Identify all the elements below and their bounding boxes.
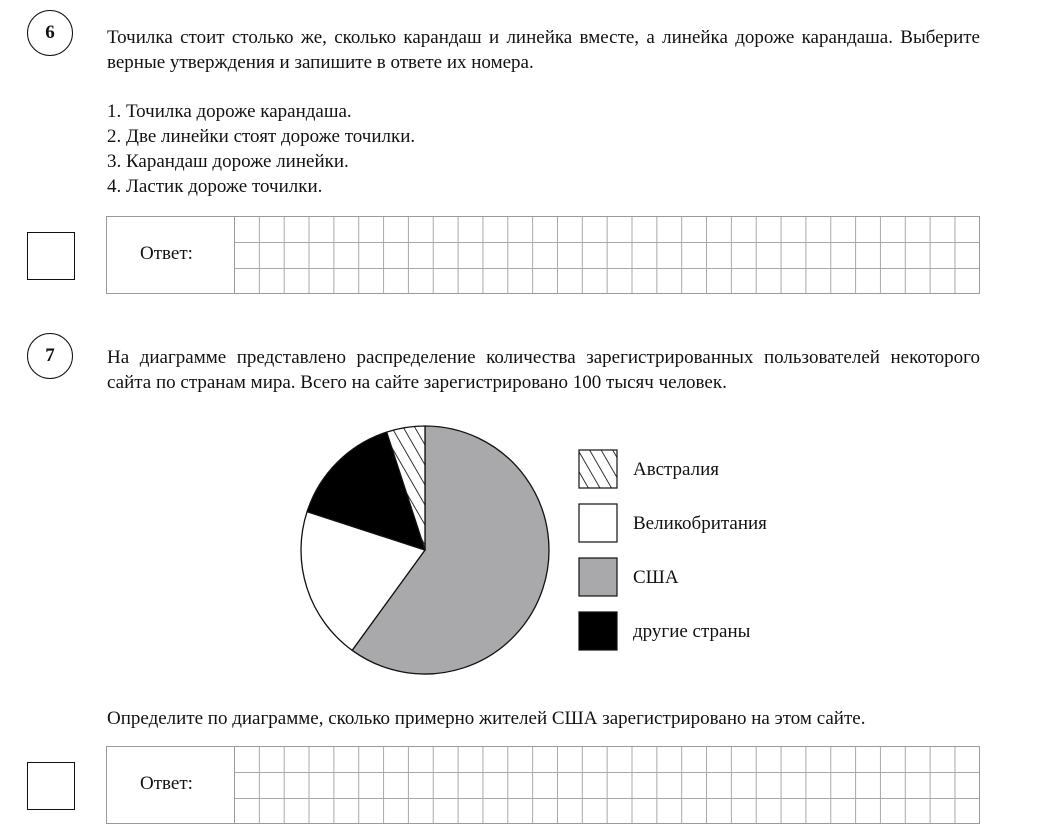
pie-slices	[301, 426, 549, 674]
option-2: 2. Две линейки стоят дороже точилки.	[107, 126, 416, 147]
legend-label-2: США	[633, 567, 679, 588]
chart-legend	[579, 450, 767, 650]
question-7-number	[27, 333, 73, 379]
question-7-answer-label: Ответ:	[140, 773, 193, 794]
question-7-number-text: 7	[45, 345, 55, 366]
legend-swatch-3	[579, 612, 617, 650]
legend-swatch-2	[579, 558, 617, 596]
option-1: 1. Точилка дороже карандаша.	[107, 101, 352, 122]
question-6-answer-label: Ответ:	[140, 243, 193, 264]
question-6-number	[27, 10, 73, 56]
option-4: 4. Ластик дороже точилки.	[107, 176, 323, 197]
legend-swatch-0	[579, 450, 617, 488]
option-3: 3. Карандаш дороже линейки.	[107, 151, 349, 172]
question-6-mark-box	[27, 232, 75, 280]
question-6-text: Точилка стоит столько же, сколько карандаш и линейка вместе, а линейка дороже карандаша. Выберите верные утверждения и запишите в ответе их номера.	[107, 27, 980, 73]
question-7-mark-box	[27, 762, 75, 810]
legend-label-0: Австралия	[633, 459, 720, 480]
legend-label-3: другие страны	[633, 621, 751, 642]
question-7-answer-grid[interactable]	[234, 747, 979, 823]
question-6-answer-grid[interactable]	[234, 217, 979, 293]
question-7-text: На диаграмме представлено распределение количества зарегистрированных пользователей некоторого сайта по странам мира. Всего на сайте зарегистрировано 100 тысяч человек.	[107, 347, 980, 393]
question-6-options	[107, 99, 415, 199]
question-6-answer-area[interactable]	[106, 216, 980, 294]
legend-label-1: Великобритания	[633, 513, 767, 534]
pie-chart	[290, 412, 810, 687]
question-6-number-text: 6	[45, 22, 55, 43]
question-7-prompt: Определите по диаграмме, сколько примерно жителей США зарегистрировано на этом сайте.	[107, 708, 866, 729]
legend-swatch-1	[579, 504, 617, 542]
question-7-answer-area[interactable]	[106, 746, 980, 824]
